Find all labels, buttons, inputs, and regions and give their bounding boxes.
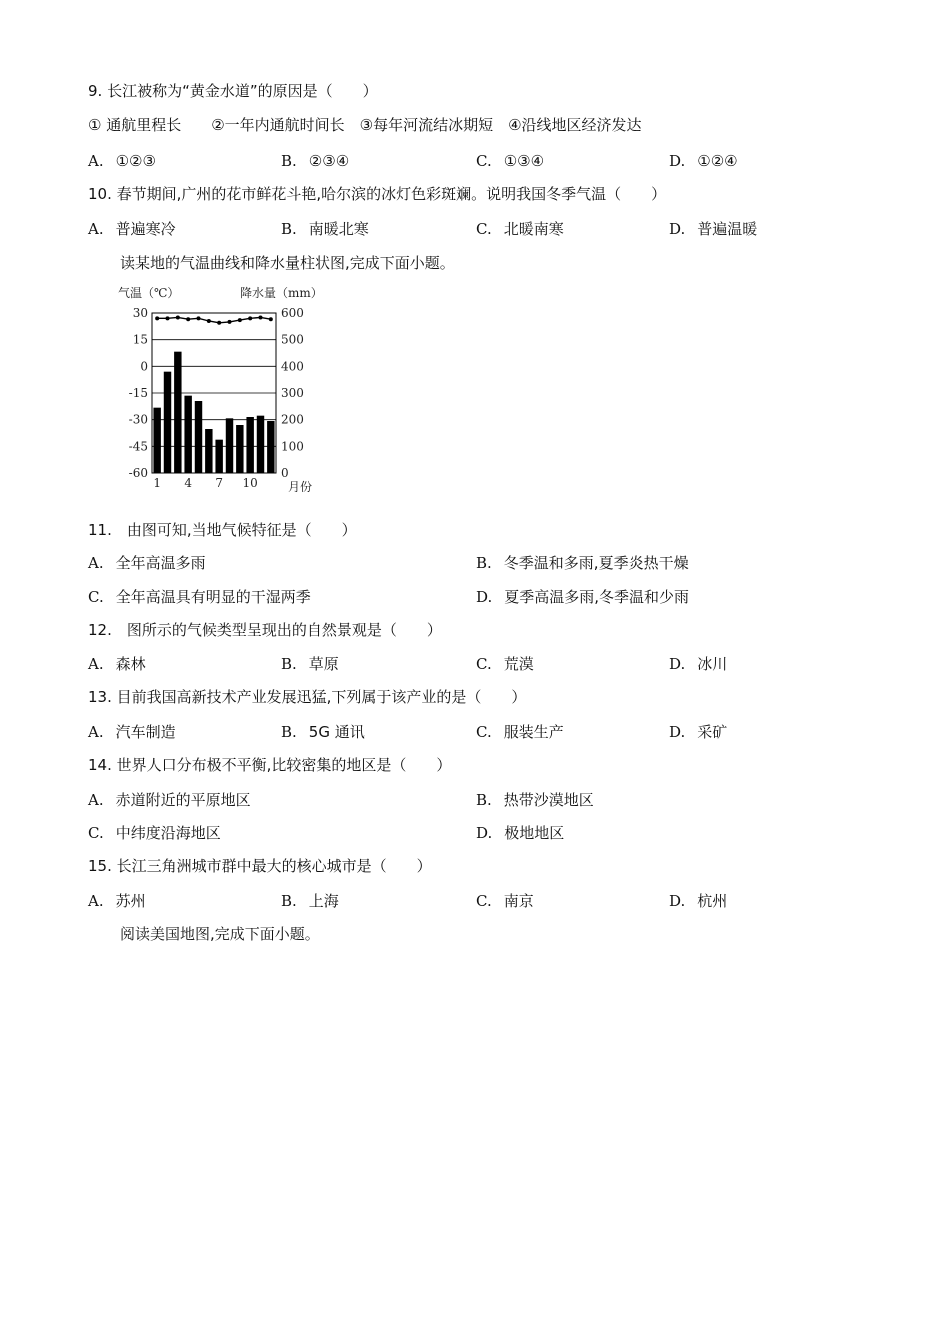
option-letter: A. — [88, 655, 104, 673]
month-tick-label: 4 — [184, 476, 192, 490]
precipitation-bar — [246, 417, 253, 473]
option-text: ①②③ — [115, 152, 156, 170]
option-text: 上海 — [308, 892, 339, 910]
precipitation-tick-label: 400 — [281, 359, 304, 374]
temperature-line — [155, 315, 273, 324]
option-letter: C. — [476, 152, 492, 170]
q15-option-c[interactable] — [476, 891, 534, 911]
precipitation-tick-label: 100 — [281, 439, 304, 454]
precipitation-tick-label: 0 — [281, 466, 289, 480]
month-tick-label: 10 — [242, 476, 258, 490]
precipitation-tick-label: 600 — [281, 306, 304, 320]
option-letter: A. — [88, 791, 104, 809]
option-text: 冰川 — [697, 655, 728, 673]
q9-option-b[interactable] — [281, 151, 349, 171]
temperature-tick-label: 0 — [140, 359, 148, 374]
q14-option-a[interactable] — [88, 790, 251, 810]
q14-option-b[interactable] — [476, 790, 594, 810]
precipitation-bar — [226, 418, 233, 473]
q15-stem: 15. 长江三角洲城市群中最大的核心城市是（ ） — [88, 857, 432, 875]
q13-option-b[interactable] — [281, 722, 365, 742]
temperature-point — [176, 315, 180, 319]
option-letter: B. — [281, 723, 297, 741]
q12-option-b[interactable] — [281, 654, 339, 674]
temperature-point — [217, 321, 221, 325]
option-letter: C. — [88, 588, 104, 606]
option-letter: C. — [476, 892, 492, 910]
q11-option-d[interactable] — [476, 587, 689, 607]
option-text: 服装生产 — [503, 723, 564, 741]
option-letter: A. — [88, 554, 104, 572]
option-text: 冬季温和多雨,夏季炎热干燥 — [503, 554, 689, 572]
q13-option-a[interactable] — [88, 722, 176, 742]
option-letter: D. — [669, 655, 686, 673]
option-letter: D. — [669, 152, 686, 170]
option-letter: A. — [88, 220, 104, 238]
option-letter: B. — [476, 554, 492, 572]
precipitation-bar — [153, 408, 160, 473]
precipitation-bar — [184, 396, 191, 473]
q9-option-d[interactable] — [669, 151, 738, 171]
precipitation-bar — [164, 372, 171, 473]
precipitation-bar — [267, 421, 274, 473]
option-text: 中纬度沿海地区 — [115, 824, 221, 842]
climate-chart — [112, 282, 327, 496]
temperature-tick-label: -15 — [128, 386, 148, 400]
precipitation-bar — [205, 429, 212, 473]
q10-option-c[interactable] — [476, 219, 564, 239]
q9-option-c[interactable] — [476, 151, 544, 171]
option-text: 北暖南寒 — [503, 220, 564, 238]
option-text: 普遍温暖 — [697, 220, 758, 238]
month-tick-label: 7 — [215, 476, 223, 490]
month-axis-label: 月份 — [288, 480, 313, 494]
precipitation-axis-title: 降水量（mm） — [240, 286, 323, 300]
temperature-curve — [157, 317, 271, 322]
month-tick-label: 1 — [153, 476, 161, 490]
option-text: 草原 — [308, 655, 339, 673]
option-text: 汽车制造 — [115, 723, 176, 741]
q14-stem: 14. 世界人口分布极不平衡,比较密集的地区是（ ） — [88, 756, 452, 774]
chart-intro: 读某地的气温曲线和降水量柱状图,完成下面小题。 — [120, 254, 455, 272]
map-intro: 阅读美国地图,完成下面小题。 — [120, 925, 320, 943]
option-text: 全年高温多雨 — [115, 554, 206, 572]
temperature-point — [269, 317, 273, 321]
option-letter: A. — [88, 723, 104, 741]
option-text: 热带沙漠地区 — [503, 791, 594, 809]
option-letter: A. — [88, 892, 104, 910]
option-text: 赤道附近的平原地区 — [115, 791, 251, 809]
temperature-point — [166, 316, 170, 320]
q11-option-b[interactable] — [476, 553, 689, 573]
temperature-point — [259, 315, 263, 319]
option-letter: C. — [476, 723, 492, 741]
option-letter: B. — [281, 152, 297, 170]
q9-stem: 9. 长江被称为“黄金水道”的原因是（ ） — [88, 82, 378, 100]
option-text: 5G 通讯 — [308, 723, 365, 741]
temperature-tick-label: -45 — [128, 439, 148, 454]
option-letter: A. — [88, 152, 104, 170]
option-letter: B. — [281, 892, 297, 910]
q12-stem: 12. 图所示的气候类型呈现出的自然景观是（ ） — [88, 621, 442, 639]
q10-option-a[interactable] — [88, 219, 176, 239]
temperature-point — [197, 316, 201, 320]
temperature-tick-label: 30 — [132, 306, 148, 320]
q10-option-b[interactable] — [281, 219, 369, 239]
q13-option-c[interactable] — [476, 722, 564, 742]
q15-option-a[interactable] — [88, 891, 146, 911]
option-letter: B. — [281, 220, 297, 238]
q12-option-c[interactable] — [476, 654, 534, 674]
q14-option-c[interactable] — [88, 823, 221, 843]
option-text: 荒漠 — [503, 655, 534, 673]
precipitation-bars — [153, 352, 274, 473]
precipitation-bar — [215, 440, 222, 473]
q10-stem: 10. 春节期间,广州的花市鲜花斗艳,哈尔滨的冰灯色彩斑斓。说明我国冬季气温（ ） — [88, 185, 667, 203]
q14-option-d[interactable] — [476, 823, 564, 843]
option-letter: D. — [669, 220, 686, 238]
q12-option-d[interactable] — [669, 654, 727, 674]
precipitation-tick-label: 500 — [281, 332, 304, 347]
temperature-point — [248, 316, 252, 320]
q9-option-a[interactable] — [88, 151, 156, 171]
option-letter: B. — [476, 791, 492, 809]
precipitation-tick-label: 300 — [281, 386, 304, 400]
q15-option-b[interactable] — [281, 891, 339, 911]
option-text: 南京 — [503, 892, 534, 910]
option-text: 夏季高温多雨,冬季温和少雨 — [504, 588, 690, 606]
option-letter: C. — [476, 220, 492, 238]
q12-option-a[interactable] — [88, 654, 146, 674]
option-letter: C. — [476, 655, 492, 673]
option-text: ②③④ — [308, 152, 350, 170]
q11-option-c[interactable] — [88, 587, 311, 607]
option-text: 森林 — [115, 655, 146, 673]
temperature-tick-label: -60 — [128, 466, 148, 480]
option-letter: C. — [88, 824, 104, 842]
option-text: 杭州 — [697, 892, 728, 910]
temperature-axis-title: 气温（℃） — [118, 286, 180, 300]
option-letter: D. — [669, 892, 686, 910]
option-letter: D. — [476, 824, 493, 842]
precipitation-bar — [174, 352, 181, 473]
q10-option-d[interactable] — [669, 219, 757, 239]
precipitation-tick-label: 200 — [281, 412, 304, 427]
temperature-point — [155, 316, 159, 320]
precipitation-bar — [257, 416, 264, 473]
option-text: 苏州 — [115, 892, 146, 910]
q9-items: ① 通航里程长 ②一年内通航时间长 ③每年河流结冰期短 ④沿线地区经济发达 — [88, 116, 642, 134]
option-text: 全年高温具有明显的干湿两季 — [115, 588, 311, 606]
option-letter: D. — [669, 723, 686, 741]
option-text: 采矿 — [697, 723, 728, 741]
q15-option-d[interactable] — [669, 891, 727, 911]
q13-stem: 13. 目前我国高新技术产业发展迅猛,下列属于该产业的是（ ） — [88, 688, 527, 706]
temperature-point — [228, 320, 232, 324]
precipitation-bar — [195, 401, 202, 473]
option-text: 极地地区 — [504, 824, 565, 842]
q11-option-a[interactable] — [88, 553, 206, 573]
option-text: 南暖北寒 — [308, 220, 369, 238]
option-letter: D. — [476, 588, 493, 606]
option-text: ①③④ — [503, 152, 545, 170]
q13-option-d[interactable] — [669, 722, 727, 742]
temperature-point — [238, 318, 242, 322]
option-text: ①②④ — [697, 152, 738, 170]
temperature-tick-label: 15 — [132, 332, 148, 347]
option-letter: B. — [281, 655, 297, 673]
temperature-point — [186, 317, 190, 321]
temperature-tick-label: -30 — [128, 412, 148, 427]
option-text: 普遍寒冷 — [115, 220, 176, 238]
precipitation-bar — [236, 425, 243, 473]
q11-stem: 11. 由图可知,当地气候特征是（ ） — [88, 521, 357, 539]
temperature-point — [207, 319, 211, 323]
